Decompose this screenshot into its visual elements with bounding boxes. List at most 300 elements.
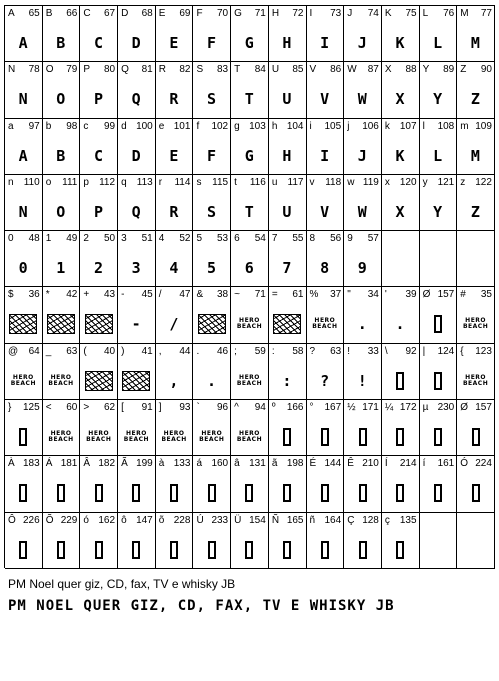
glyph-cell [193,456,231,512]
glyph-char: j [347,120,350,132]
glyph-char: 7 [271,233,278,245]
glyph-preview: I [320,34,330,52]
glyph-char: e [158,120,165,132]
glyph-code: 100 [136,120,153,132]
glyph-code: 59 [254,345,266,357]
glyph-cell [80,62,118,118]
glyph-char: Ç [347,514,355,526]
glyph-cell [118,456,156,512]
glyph-char: S [196,64,204,76]
logo-text: BEACH [161,436,187,444]
glyph-code: 122 [475,176,492,188]
empty-cell [457,231,495,287]
glyph-preview: T [244,202,255,221]
glyph-char: ° [309,402,314,414]
glyph-cell [156,231,194,287]
hero-beach-logo-icon [193,424,230,450]
glyph-cell [307,287,345,343]
glyph-char: ^ [234,402,239,414]
glyph-code: 56 [330,233,342,245]
glyph-code: 166 [286,402,304,414]
missing-glyph-box-icon [80,480,117,506]
glyph-code: 229 [60,514,78,526]
glyph-cell [118,62,156,118]
glyph-char: R [158,64,166,76]
glyph-char: { [460,345,464,357]
logo-text: BEACH [312,323,338,331]
glyph-char: Õ [45,514,54,526]
glyph-cell [344,62,382,118]
glyph-preview: 7 [282,259,292,278]
glyph-char: 5 [196,233,202,245]
logo-text: BEACH [123,436,150,444]
glyph-cell [193,513,231,569]
glyph-char: à [158,458,165,470]
glyph-code: 76 [443,8,455,19]
glyph-preview: 1 [56,259,66,278]
glyph-code: 62 [103,402,116,414]
glyph-code: 182 [98,458,116,470]
glyph-code: 63 [66,345,78,357]
glyph-preview: 6 [244,259,255,278]
glyph-preview: M [470,34,481,52]
glyph-preview: P [93,90,104,109]
glyph-cell [307,456,345,512]
glyph-preview: A [18,146,29,165]
glyph-char: - [121,289,125,301]
glyph-code: 167 [324,402,342,414]
glyph-char: c [83,120,89,132]
glyph-char: w [347,176,355,188]
glyph-char: y [422,176,428,188]
grid-row [5,400,495,456]
glyph-char: Ó [460,458,469,470]
glyph-cell [43,6,81,62]
hero-beach-logo-icon [231,311,268,337]
glyph-cell [457,62,495,118]
glyph-char: Á [45,458,53,470]
sample-text-plain: PM Noel quer giz, CD, fax, TV e whisky JB [8,577,236,591]
glyph-cell [193,119,231,175]
glyph-code: 116 [249,176,266,188]
picture-glyph-icon [43,311,80,337]
missing-glyph-box-icon [420,368,457,394]
glyph-char: µ [422,402,429,414]
logo-text: BEACH [462,379,489,387]
glyph-code: 45 [141,289,153,301]
glyph-cell [43,119,81,175]
glyph-cell [80,344,118,400]
logo-text: BEACH [48,379,74,387]
logo-text: HERO [88,430,110,438]
glyph-char: $ [8,289,14,301]
glyph-code: 35 [480,289,492,301]
glyph-char: @ [8,345,19,357]
glyph-char: d [121,120,127,132]
glyph-code: 60 [66,402,78,414]
glyph-cell [5,287,43,343]
glyph-cell [382,287,420,343]
glyph-code: 87 [367,64,379,76]
glyph-preview: E [169,146,179,165]
glyph-code: 77 [480,8,492,19]
glyph-cell [231,62,269,118]
glyph-cell [231,344,269,400]
glyph-preview: 8 [320,259,330,278]
glyph-preview: V [320,202,330,221]
logo-text: HERO [239,373,260,381]
glyph-code: 210 [362,458,379,470]
glyph-code: 233 [211,514,229,526]
glyph-code: 36 [28,289,40,301]
glyph-char: Ê [347,458,354,470]
logo-text: BEACH [10,379,36,387]
missing-glyph-box-icon [156,480,193,506]
glyph-char: H [271,8,280,19]
glyph-char: L [422,8,429,19]
missing-glyph-box-icon [43,537,80,563]
glyph-cell [382,6,420,62]
glyph-code: 42 [66,289,78,301]
glyph-char: n [8,176,14,188]
glyph-char: | [422,345,426,357]
glyph-char: Â [83,458,91,470]
glyph-preview: X [395,90,405,109]
glyph-char: : [271,345,275,357]
logo-text: HERO [239,317,260,325]
glyph-cell [457,119,495,175]
glyph-cell [269,175,307,231]
glyph-code: 43 [103,289,116,301]
glyph-preview: . [357,315,368,334]
glyph-preview: 0 [18,259,29,278]
glyph-code: 162 [98,514,116,526]
empty-cell [420,231,458,287]
glyph-cell [118,344,156,400]
glyph-char: 4 [158,233,165,245]
hero-beach-logo-icon [5,368,42,394]
grid-row [5,344,495,400]
glyph-code: 71 [254,8,266,19]
glyph-code: 105 [324,120,342,132]
missing-glyph-box-icon [382,424,419,450]
glyph-cell [118,513,156,569]
glyph-cell [193,344,231,400]
glyph-preview: Q [131,202,142,221]
missing-glyph-box-icon [5,480,42,506]
missing-glyph-box-icon [193,537,230,563]
glyph-cell [118,6,156,62]
glyph-char: â [234,458,240,470]
glyph-cell [457,456,495,512]
glyph-cell [80,175,118,231]
glyph-cell [5,344,43,400]
glyph-code: 33 [367,345,379,357]
glyph-code: 83 [217,64,229,76]
glyph-cell [307,62,345,118]
glyph-char: D [121,8,129,19]
glyph-char: u [271,176,278,188]
hero-beach-logo-icon [457,311,494,337]
glyph-cell [43,344,81,400]
logo-text: BEACH [236,436,263,444]
glyph-code: 160 [211,458,229,470]
glyph-preview: F [207,146,217,165]
glyph-preview: 4 [169,259,179,278]
glyph-cell [156,175,194,231]
glyph-code: 34 [367,289,379,301]
glyph-code: 125 [23,402,40,414]
missing-glyph-box-icon [344,424,381,450]
glyph-cell [457,6,495,62]
logo-text: HERO [163,430,185,438]
logo-text: HERO [50,373,72,381]
glyph-preview: F [207,34,217,52]
glyph-char: 2 [83,233,89,245]
glyph-cell [118,119,156,175]
glyph-char: ç [384,514,390,526]
glyph-char: 9 [347,233,353,245]
glyph-char: Ü [234,514,242,526]
glyph-cell [382,513,420,569]
grid-row [5,119,495,175]
glyph-cell [80,456,118,512]
glyph-char: = [271,289,278,301]
glyph-char: . [196,345,200,357]
glyph-cell [43,456,81,512]
hero-beach-logo-icon [43,368,80,394]
glyph-cell [344,175,382,231]
glyph-char: É [309,458,317,470]
glyph-code: 164 [324,514,342,526]
glyph-cell [156,62,194,118]
glyph-cell [193,62,231,118]
glyph-char: ã [271,458,278,470]
glyph-char: õ [158,514,165,526]
glyph-cell [344,231,382,287]
logo-text: BEACH [236,379,263,387]
glyph-preview: . [207,371,217,390]
glyph-code: 55 [292,233,304,245]
glyph-code: 51 [141,233,153,245]
glyph-cell [43,62,81,118]
glyph-cell [420,287,458,343]
glyph-cell [156,456,194,512]
glyph-cell [80,513,118,569]
glyph-cell [269,62,307,118]
missing-glyph-box-icon [269,537,306,563]
glyph-char: M [460,8,469,19]
glyph-cell [80,287,118,343]
missing-glyph-box-icon [307,480,344,506]
glyph-char: b [45,120,52,132]
glyph-char: " [347,289,351,301]
glyph-cell [231,287,269,343]
glyph-code: 63 [330,345,342,357]
logo-text: BEACH [199,436,225,444]
grid-row [5,175,495,231]
glyph-cell [344,6,382,62]
hero-beach-logo-icon [43,424,80,450]
missing-glyph-box-icon [80,537,117,563]
glyph-cell [457,175,495,231]
glyph-char: Ø [460,402,469,414]
glyph-preview: U [282,90,292,109]
glyph-char: % [309,289,319,301]
glyph-char: ¼ [384,402,394,414]
glyph-char: À [8,458,15,470]
glyph-cell [382,119,420,175]
glyph-cell [80,6,118,62]
glyph-cell [231,175,269,231]
glyph-cell [193,287,231,343]
glyph-code: 147 [136,514,153,526]
glyph-code: 52 [179,233,191,245]
glyph-char: I [309,8,313,19]
glyph-char: ~ [234,289,240,301]
glyph-preview: L [433,146,443,165]
glyph-cell [80,231,118,287]
missing-glyph-box-icon [5,424,42,450]
glyph-cell [420,400,458,456]
glyph-cell [420,62,458,118]
glyph-code: 154 [249,514,266,526]
glyph-code: 82 [179,64,191,76]
glyph-code: 161 [437,458,455,470]
glyph-code: 131 [249,458,266,470]
glyph-code: 157 [475,402,492,414]
glyph-char: 1 [45,233,52,245]
glyph-cell [156,119,194,175]
hero-beach-logo-icon [156,424,193,450]
glyph-cell [80,400,118,456]
glyph-cell [307,119,345,175]
glyph-cell [269,344,307,400]
glyph-cell [344,287,382,343]
glyph-preview: B [56,146,66,165]
glyph-code: 38 [217,289,229,301]
glyph-char: 3 [121,233,127,245]
missing-glyph-box-icon [344,480,381,506]
glyph-cell [344,344,382,400]
glyph-char: C [83,8,91,19]
glyph-char: m [460,120,469,132]
glyph-preview: R [169,90,179,109]
glyph-code: 67 [103,8,116,19]
glyph-char: 6 [234,233,240,245]
logo-text: HERO [50,430,72,438]
logo-text: BEACH [236,323,263,331]
missing-glyph-box-icon [269,480,306,506]
missing-glyph-box-icon [457,480,494,506]
glyph-code: 93 [179,402,191,414]
glyph-cell [231,513,269,569]
glyph-code: 119 [362,176,379,188]
glyph-preview: D [131,34,142,52]
glyph-char: Ô [8,514,16,526]
missing-glyph-box-icon [382,537,419,563]
glyph-char: W [347,64,357,76]
glyph-code: 54 [254,233,266,245]
glyph-code: 172 [399,402,417,414]
glyph-preview: 2 [93,259,104,278]
glyph-cell [382,175,420,231]
glyph-code: 94 [254,402,266,414]
hero-beach-logo-icon [118,424,155,450]
glyph-char: < [45,402,52,414]
glyph-cell [43,400,81,456]
glyph-code: 135 [399,514,417,526]
glyph-code: 181 [60,458,78,470]
glyph-preview: W [357,90,368,109]
glyph-code: 112 [99,176,116,188]
glyph-char: [ [121,402,124,414]
picture-glyph-icon [118,368,155,394]
glyph-code: 214 [399,458,417,470]
missing-glyph-box-icon [457,424,494,450]
glyph-char: N [8,64,16,76]
logo-text: HERO [125,430,147,438]
glyph-preview: 5 [207,259,217,278]
glyph-code: 75 [405,8,417,19]
glyph-code: 44 [179,345,191,357]
glyph-preview: A [18,34,29,52]
glyph-char: ( [83,345,87,357]
glyph-char: \ [384,345,388,357]
glyph-code: 70 [217,8,229,19]
glyph-preview: Q [131,90,142,109]
glyph-char: Q [121,64,129,76]
glyph-cell [420,6,458,62]
character-map-grid [4,5,495,568]
glyph-cell [193,6,231,62]
glyph-cell [156,6,194,62]
glyph-code: 80 [103,64,116,76]
glyph-code: 39 [405,289,417,301]
logo-text: HERO [239,430,260,438]
glyph-char: 0 [8,233,14,245]
glyph-char: ? [309,345,316,357]
glyph-cell [118,175,156,231]
glyph-code: 69 [179,8,191,19]
glyph-preview: V [320,90,330,109]
glyph-code: 118 [325,176,342,188]
glyph-char: ; [234,345,237,357]
glyph-char: l [422,120,425,132]
empty-cell [382,231,420,287]
glyph-code: 120 [399,176,417,188]
glyph-preview: , [169,371,179,390]
glyph-char: o [45,176,52,188]
glyph-code: 71 [254,289,266,301]
glyph-code: 85 [292,64,304,76]
sample-text-font: PM NOEL QUER GIZ, CD, FAX, TV E WHISKY JB [8,598,395,614]
glyph-char: s [196,176,202,188]
glyph-char: Ñ [271,514,280,526]
glyph-char: F [196,8,203,19]
glyph-code: 79 [66,64,78,76]
glyph-code: 37 [330,289,342,301]
glyph-char: a [8,120,14,132]
glyph-cell [5,400,43,456]
missing-glyph-box-icon [307,537,344,563]
glyph-preview: J [357,146,368,165]
glyph-cell [382,400,420,456]
glyph-code: 49 [66,233,78,245]
glyph-cell [231,6,269,62]
glyph-cell [193,175,231,231]
missing-glyph-box-icon [307,424,344,450]
